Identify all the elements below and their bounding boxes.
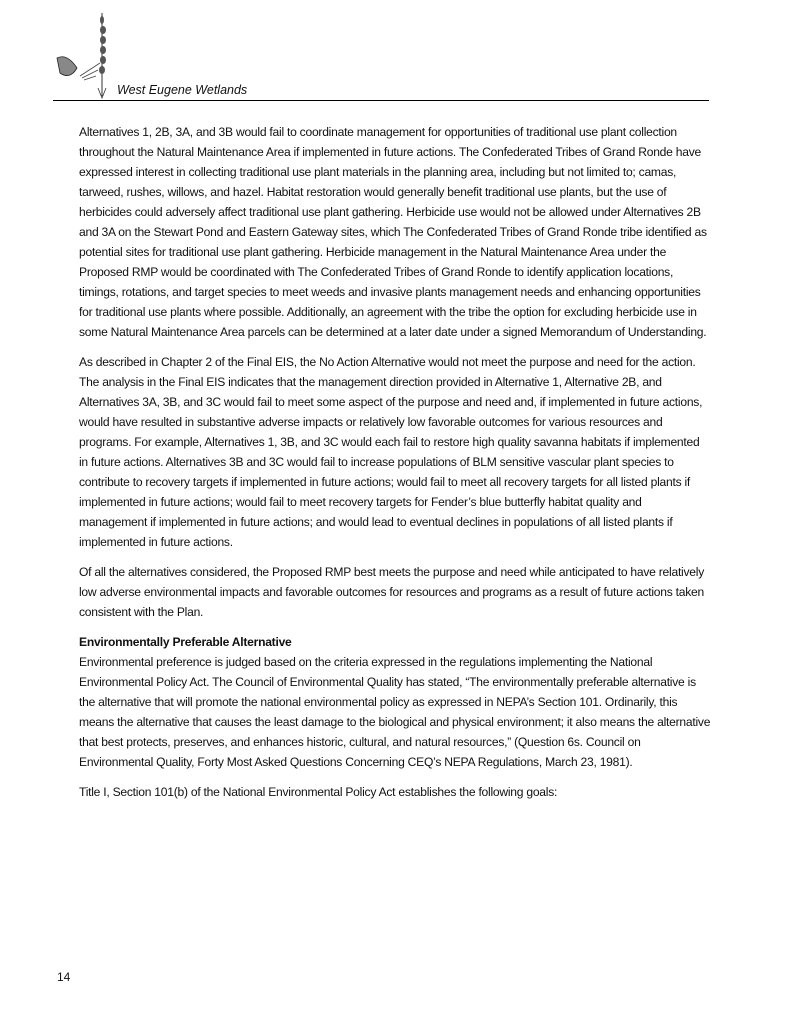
running-header-title: West Eugene Wetlands xyxy=(117,83,248,97)
paragraph: Of all the alternatives considered, the Proposed RMP best meets the purpose and need while anticipated to have relatively low adverse environmental impacts and favorable outcomes for resources and programs as a result of future actions taken consistent with the Plan. xyxy=(79,565,704,619)
section-heading: Environmentally Preferable Alternative xyxy=(79,635,292,649)
paragraph: Title I, Section 101(b) of the National Environmental Policy Act establishes the following goals: xyxy=(79,785,558,799)
butterfly-plant-logo-icon xyxy=(52,8,112,100)
paragraph: As described in Chapter 2 of the Final EIS, the No Action Alternative would not meet the purpose and need for the action. The analysis in the Final EIS indicates that the management direction provided in Alternative 1, Alternative 2B, and Alternatives 3A, 3B, and 3C would fail to meet some aspect of the purpose and need and, if implemented in future actions, would have resulted in substantive adverse impacts or relatively low favorable outcomes for various resources and programs. For example, Alternatives 1, 3B, and 3C would each fail to restore high quality savanna habitats if implemented in future actions. Alternatives 3B and 3C would fail to increase populations of BLM sensitive vascular plant species to contribute to recovery targets if implemented in future actions; would fail to meet all recovery targets for all listed plants if implemented in future actions; would fail to meet recovery targets for Fender’s blue butterfly habitat quality and management if implemented in future actions; and would lead to eventual declines in populations of all listed plants if implemented in future actions. xyxy=(79,355,703,549)
header-rule xyxy=(53,100,709,101)
document-body xyxy=(79,122,711,812)
paragraph: Alternatives 1, 2B, 3A, and 3B would fail to coordinate management for opportunities of traditional use plant collection throughout the Natural Maintenance Area if implemented in future actions. The Confederated Tribes of Grand Ronde have expressed interest in collecting traditional use plant materials in the planning area, including but not limited to; camas, tarweed, rushes, willows, and hazel. Habitat restoration would generally benefit traditional use plants, but the use of herbicides could adversely affect traditional use plant gathering. Herbicide use would not be allowed under Alternatives 2B and 3A on the Stewart Pond and Eastern Gateway sites, which The Confederated Tribes of Grand Ronde tribe identified as potential sites for traditional use plant gathering. Herbicide management in the Natural Maintenance Area under the Proposed RMP would be coordinated with The Confederated Tribes of Grand Ronde to identify application locations, timings, rotations, and target species to meet weeds and invasive plants management needs and enhancing opportunities for traditional use plants where possible. Additionally, an agreement with the tribe the option for excluding herbicide use in some Natural Maintenance Area parcels can be determined at a later date under a signed Memorandum of Understanding. xyxy=(79,125,707,339)
paragraph: Environmental preference is judged based on the criteria expressed in the regulations implementing the National Environmental Policy Act. The Council of Environmental Quality has stated, “The environmentally preferable alternative is the alternative that will promote the national environmental policy as expressed in NEPA’s Section 101. Ordinarily, this means the alternative that causes the least damage to the biological and physical environment; it also means the alternative that best protects, preserves, and enhances historic, cultural, and natural resources,” (Question 6s. Council on Environmental Quality, Forty Most Asked Questions Concerning CEQ’s NEPA Regulations, March 23, 1981). xyxy=(79,655,711,769)
page-number: 14 xyxy=(57,970,71,984)
